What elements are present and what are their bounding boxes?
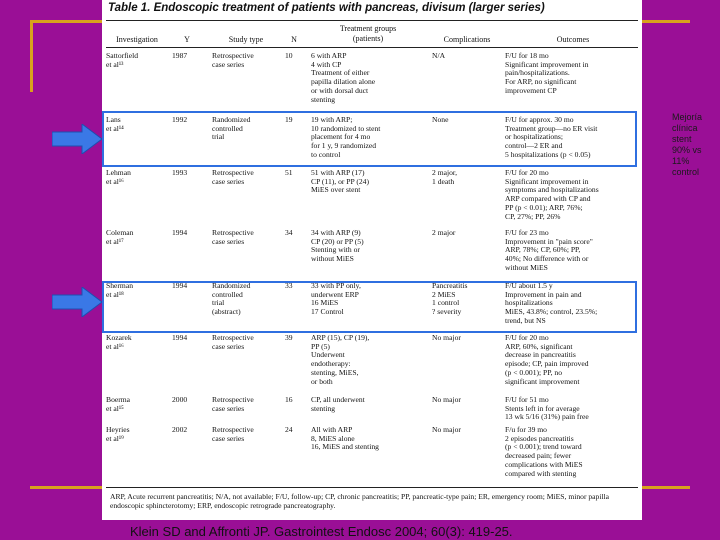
cell-n: 24 <box>285 425 293 434</box>
cell-n: 33 <box>285 281 293 290</box>
header-rule-top <box>106 20 638 21</box>
cell-year: 1987 <box>172 51 188 60</box>
cell-n: 34 <box>285 228 293 237</box>
cell-complications: 2 major <box>432 228 456 237</box>
cell-investigation: Boerma et al¹⁵ <box>106 395 131 413</box>
cell-outcomes: F/u for 39 mo 2 episodes pancreatitis (p < 0.001); trend toward decreased pain; fewer complications with MiES compared with stenting <box>505 425 583 478</box>
table-bottom-rule <box>106 487 638 488</box>
cell-n: 19 <box>285 115 293 124</box>
cell-treatment: CP, all underwent stenting <box>311 395 365 413</box>
cell-outcomes: F/U for 20 mo Significant improvement in symptoms and hospitalizations ARP compared with CP and PP (p < 0.01); ARP, 76%; CP, 27%; PP, 26% <box>505 168 599 221</box>
decorative-line-bottom-right <box>642 486 690 489</box>
cell-n: 51 <box>285 168 293 177</box>
side-note: Mejoría clínica stent 90% vs 11% control <box>672 112 703 177</box>
cell-year: 1994 <box>172 228 188 237</box>
cell-treatment: 34 with ARP (9) CP (20) or PP (5) Stenting with or without MiES <box>311 228 364 264</box>
citation: Klein SD and Affronti JP. Gastrointest Endosc 2004; 60(3): 419-25. <box>130 524 513 539</box>
cell-investigation: Heyries et al¹⁹ <box>106 425 130 443</box>
table-page <box>102 0 642 520</box>
decorative-line-top-right <box>642 20 690 23</box>
cell-outcomes: F/U about 1.5 y Improvement in pain and hospitalizations MiES, 43.8%; control, 23.5%; trend, but NS <box>505 281 598 325</box>
cell-n: 39 <box>285 333 293 342</box>
cell-n: 16 <box>285 395 293 404</box>
decorative-line-bottom <box>30 486 102 489</box>
header-study-type: Study type <box>228 35 264 44</box>
header-outcomes: Outcomes <box>556 35 590 44</box>
header-rule-bottom <box>106 47 638 48</box>
cell-study-type: Randomized controlled trial <box>212 115 251 142</box>
cell-treatment: ARP (15), CP (19), PP (5) Underwent endotherapy: stenting, MiES, or both <box>311 333 370 386</box>
cell-outcomes: F/U for 20 mo ARP, 60%, significant decrease in pancreatitis episode; CP, pain improved (p < 0.001); PP, no significant improvement <box>505 333 589 386</box>
cell-study-type: Retrospective case series <box>212 168 254 186</box>
cell-treatment: 19 with ARP; 10 randomized to stent placement for 4 mo for 1 y, 9 randomized to control <box>311 115 381 159</box>
header-n: N <box>291 35 297 44</box>
cell-year: 1992 <box>172 115 188 124</box>
cell-treatment: All with ARP 8, MiES alone 16, MiES and stenting <box>311 425 379 452</box>
cell-outcomes: F/U for 23 mo Improvement in "pain score" ARP, 78%; CP, 60%; PP, 40%; No difference with or without MiES <box>505 228 593 272</box>
header-complications: Complications <box>443 35 491 44</box>
cell-study-type: Retrospective case series <box>212 425 254 443</box>
cell-complications: Pancreatitis 2 MiES 1 control ? severity <box>432 281 468 317</box>
cell-complications: No major <box>432 395 461 404</box>
header-treatment-groups: Treatment groups (patients) <box>339 24 397 43</box>
cell-complications: N/A <box>432 51 446 60</box>
table-footnote: ARP, Acute recurrent pancreatitis; N/A, not available; F/U, follow-up; CP, chronic pancreatitis; PP, pancreatic-type pain; ER, emergency room; MiES, minor papilla endoscopic sphincterotomy; ERP, endoscopic retrograde pancreatography. <box>110 492 610 510</box>
cell-complications: None <box>432 115 449 124</box>
cell-outcomes: F/U for 51 mo Stents left in for average 13 wk 5/16 (31%) pain free <box>505 395 589 422</box>
cell-year: 2000 <box>172 395 188 404</box>
cell-study-type: Retrospective case series <box>212 333 254 351</box>
cell-investigation: Coleman et al¹⁷ <box>106 228 134 246</box>
cell-investigation: Lans et al¹⁴ <box>106 115 124 133</box>
cell-year: 1994 <box>172 281 188 290</box>
cell-investigation: Lehman et al¹⁶ <box>106 168 131 186</box>
cell-treatment: 51 with ARP (17) CP (11), or PP (24) MiES over stent <box>311 168 370 195</box>
header-investigation: Investigation <box>116 35 158 44</box>
cell-investigation: Sattorfield et al¹³ <box>106 51 139 69</box>
cell-year: 1993 <box>172 168 188 177</box>
cell-outcomes: F/U for approx. 30 mo Treatment group—no ER visit or hospitalizations; control—2 ER and 5 hospitalizations (p < 0.05) <box>505 115 598 159</box>
cell-study-type: Retrospective case series <box>212 395 254 413</box>
cell-complications: No major <box>432 333 461 342</box>
cell-investigation: Kozarek et al¹⁶ <box>106 333 132 351</box>
table-title: Table 1. Endoscopic treatment of patients with pancreas, divisum (larger series) <box>108 2 545 14</box>
cell-year: 2002 <box>172 425 188 434</box>
cell-treatment: 33 with PP only, underwent ERP 16 MiES 17 Control <box>311 281 361 317</box>
arrow-right-icon <box>52 287 102 317</box>
decorative-line-left-vertical <box>30 20 33 92</box>
cell-treatment: 6 with ARP 4 with CP Treatment of either papilla dilation alone or with dorsal duct stenting <box>311 51 376 104</box>
decorative-line-top-left <box>30 20 102 23</box>
arrow-right-icon <box>52 124 102 154</box>
cell-complications: No major <box>432 425 461 434</box>
cell-n: 10 <box>285 51 293 60</box>
cell-year: 1994 <box>172 333 188 342</box>
cell-complications: 2 major, 1 death <box>432 168 458 186</box>
header-year: Y <box>184 35 190 44</box>
cell-study-type: Randomized controlled trial (abstract) <box>212 281 251 317</box>
cell-study-type: Retrospective case series <box>212 228 254 246</box>
cell-outcomes: F/U for 18 mo Significant improvement in pain/hospitalizations. For ARP, no significant improvement CP <box>505 51 589 95</box>
cell-investigation: Sherman et al¹⁸ <box>106 281 133 299</box>
cell-study-type: Retrospective case series <box>212 51 254 69</box>
